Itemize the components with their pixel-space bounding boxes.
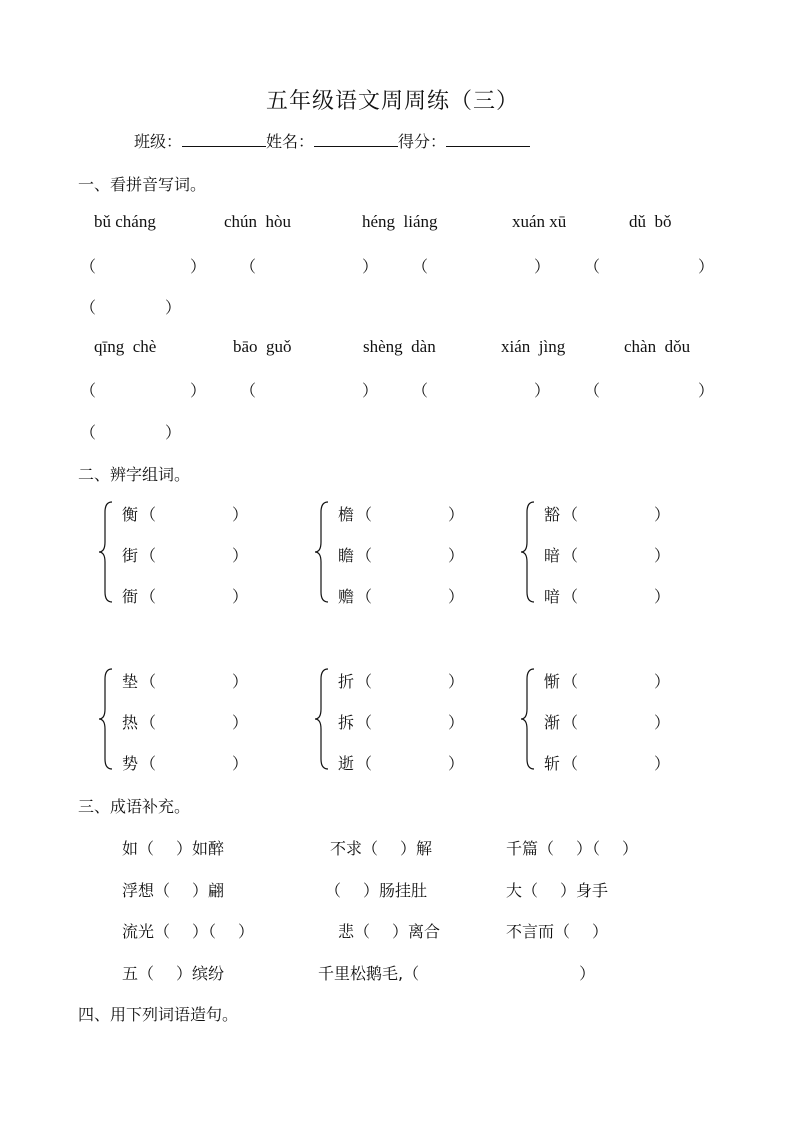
idiom-item: 五（ ）缤纷 [122,964,225,983]
paren-left: （ [140,754,157,773]
paren-left: （ [80,381,97,400]
group-char: 赡 [338,587,355,606]
paren-right: ） [448,672,465,691]
paren-right: ） [190,257,207,276]
group-char: 垫 [122,672,139,691]
score-label: 得分： [398,132,447,151]
name-blank[interactable] [314,131,398,147]
group-char: 瞻 [338,546,355,565]
info-line [134,129,530,152]
group-char: 暗 [544,546,561,565]
idiom-item: 悲（ ）离合 [338,922,441,941]
group-char: 衡 [122,505,139,524]
paren-right: ） [448,587,465,606]
idiom-item: 不言而（ ） [506,922,609,941]
paren-left: （ [562,713,579,732]
paren-left: （ [240,381,257,400]
group-char: 逝 [338,754,355,773]
paren-left: （ [562,672,579,691]
curly-brace [314,667,330,771]
paren-left: （ [140,505,157,524]
group-char: 豁 [544,505,561,524]
curly-brace [520,667,536,771]
curly-brace [98,667,114,771]
curly-brace [98,500,114,604]
section3-heading: 三、成语补充。 [78,797,191,816]
paren-right: ） [232,672,249,691]
paren-left: （ [140,713,157,732]
idiom-item: （ ）肠挂肚 [325,881,428,900]
class-label: 班级： [134,132,183,151]
paren-left: （ [412,257,429,276]
paren-left: （ [562,505,579,524]
paren-right: ） [232,505,249,524]
group-char: 拆 [338,713,355,732]
group-char: 渐 [544,713,561,732]
paren-right: ） [448,754,465,773]
curly-brace [314,500,330,604]
pinyin-item: héng liáng [362,212,438,231]
class-blank[interactable] [182,131,266,147]
paren-right: ） [654,713,671,732]
paren-right: ） [654,587,671,606]
paren-left: （ [140,587,157,606]
paren-right: ） [654,546,671,565]
idiom-item: 千篇（ ）（ ） [506,839,639,858]
paren-right: ） [698,381,715,400]
section4-heading: 四、用下列词语造句。 [78,1005,239,1024]
paren-right: ） [362,381,379,400]
idiom-item: 浮想（ ）翩 [122,881,225,900]
section2-heading: 二、辨字组词。 [78,465,191,484]
group-char: 势 [122,754,139,773]
pinyin-item: chún hòu [224,212,292,231]
pinyin-item: bǔ cháng [94,212,156,231]
group-char: 惭 [544,672,561,691]
paren-right: ） [654,505,671,524]
group-char: 热 [122,713,139,732]
paren-left: （ [80,257,97,276]
pinyin-item: dǔ bǒ [629,212,672,231]
paren-right: ） [654,672,671,691]
group-char: 斩 [544,754,561,773]
pinyin-item: chàn dǒu [624,337,691,356]
paren-left: （ [356,505,373,524]
idiom-item: 千里松鹅毛,（ ） [318,964,596,983]
page-title: 五年级语文周周练（三） [266,89,520,114]
paren-left: （ [584,257,601,276]
paren-left: （ [240,257,257,276]
paren-right: ） [448,713,465,732]
paren-right: ） [232,713,249,732]
paren-left: （ [356,587,373,606]
pinyin-item: bāo guǒ [233,337,292,356]
paren-left: （ [356,672,373,691]
paren-right: ） [534,381,551,400]
curly-brace [520,500,536,604]
paren-left: （ [562,587,579,606]
paren-left: （ [80,423,97,442]
group-char: 喑 [544,587,561,606]
idiom-item: 如（ ）如醉 [122,839,225,858]
paren-left: （ [356,546,373,565]
paren-right: ） [362,257,379,276]
pinyin-item: shèng dàn [363,337,436,356]
paren-left: （ [584,381,601,400]
paren-right: ） [534,257,551,276]
paren-right: ） [232,546,249,565]
paren-right: ） [190,381,207,400]
paren-right: ） [654,754,671,773]
paren-right: ） [448,505,465,524]
name-label: 姓名： [266,132,315,151]
group-char: 衙 [122,587,139,606]
paren-left: （ [80,298,97,317]
pinyin-item: qīng chè [94,337,157,356]
paren-right: ） [165,423,182,442]
section1-heading: 一、看拼音写词。 [78,175,207,194]
group-char: 折 [338,672,355,691]
paren-left: （ [356,713,373,732]
paren-left: （ [562,546,579,565]
paren-right: ） [232,587,249,606]
paren-left: （ [140,672,157,691]
pinyin-item: xián jìng [501,337,566,356]
paren-left: （ [356,754,373,773]
idiom-item: 不求（ ）解 [330,839,433,858]
pinyin-item: xuán xū [512,212,567,231]
paren-left: （ [140,546,157,565]
paren-left: （ [412,381,429,400]
paren-right: ） [165,298,182,317]
paren-right: ） [232,754,249,773]
paren-right: ） [448,546,465,565]
group-char: 檐 [338,505,355,524]
paren-left: （ [562,754,579,773]
group-char: 街 [122,546,139,565]
paren-right: ） [698,257,715,276]
score-blank[interactable] [446,131,530,147]
idiom-item: 流光（ ）（ ） [122,922,255,941]
idiom-item: 大（ ）身手 [506,881,609,900]
